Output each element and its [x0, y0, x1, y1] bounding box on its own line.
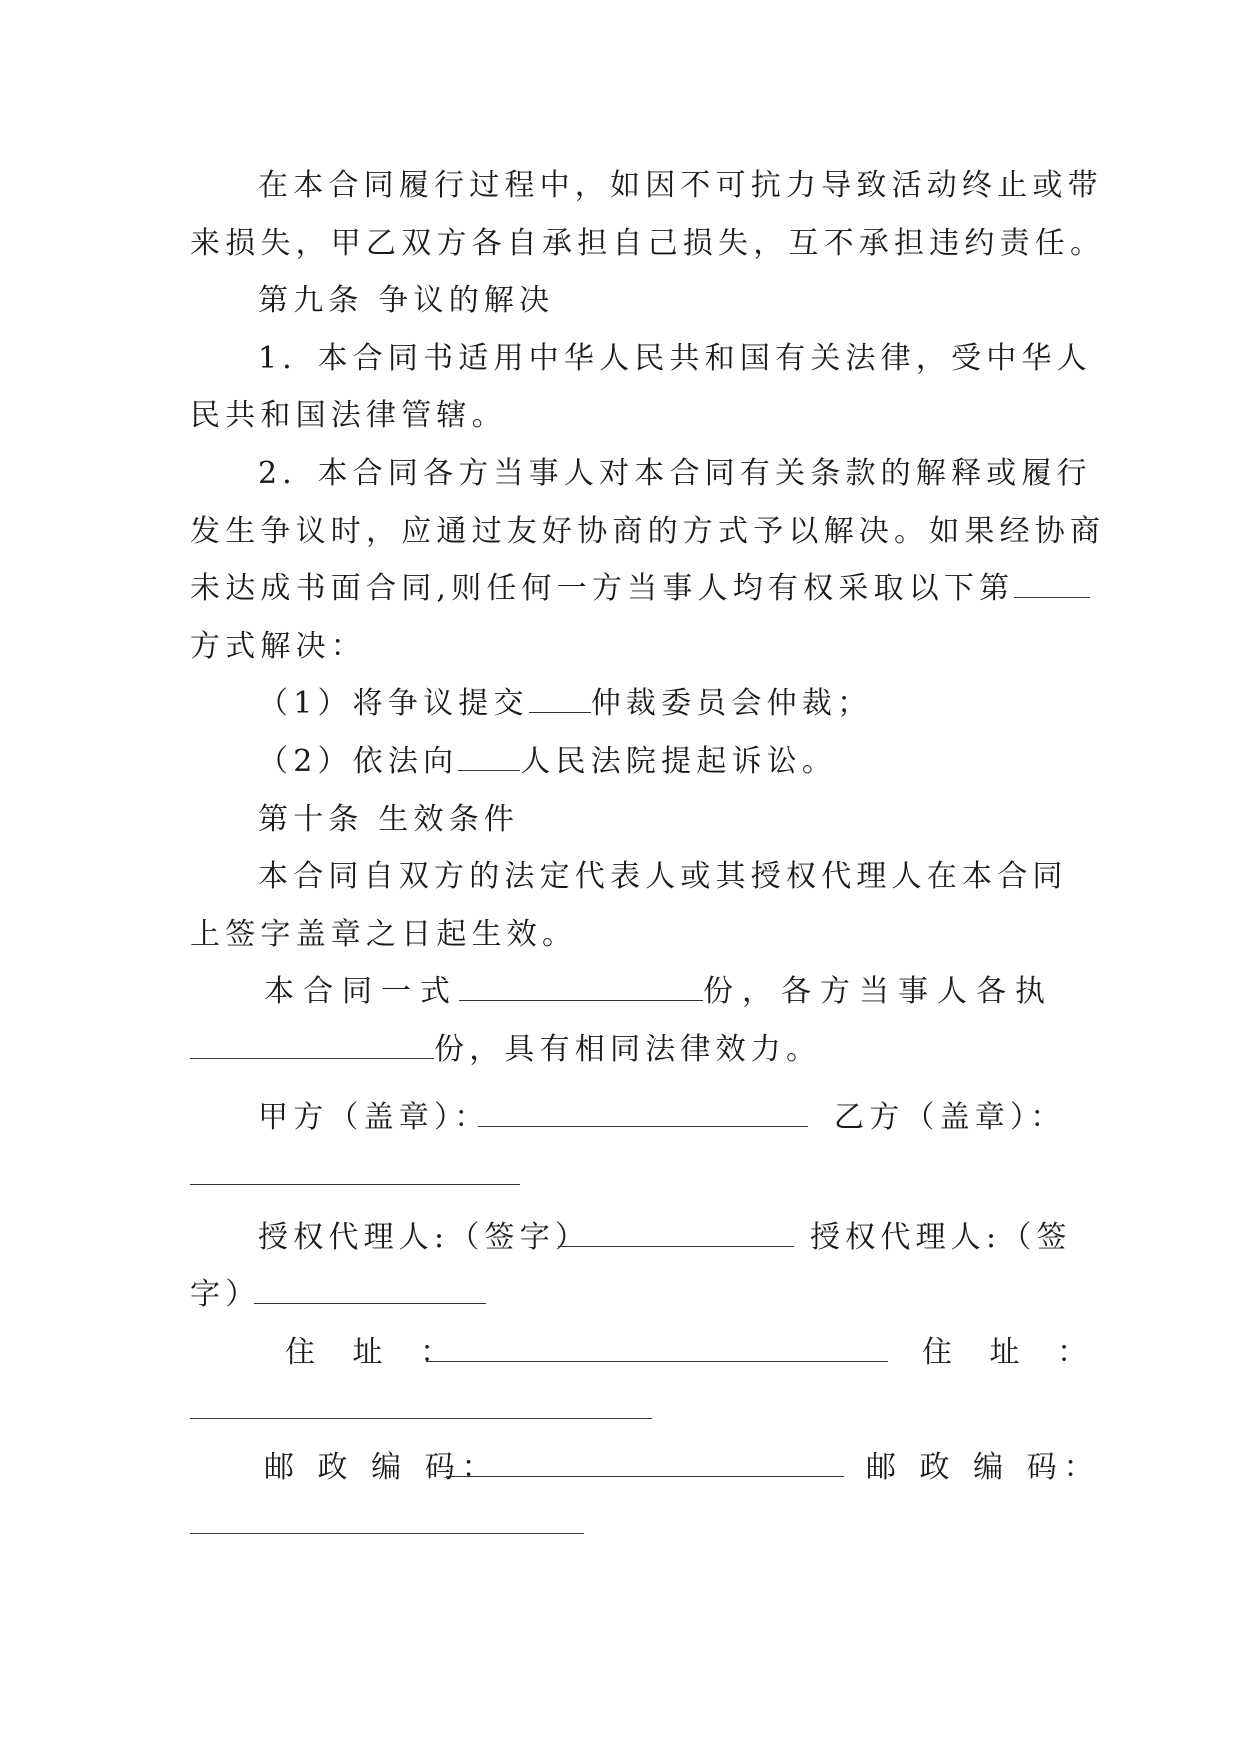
party-b-postcode-line — [190, 1533, 584, 1534]
force-majeure-line-1: 在本合同履行过程中，如因不可抗力导致活动终止或带 — [258, 168, 1103, 203]
effect-line-1: 本合同自双方的法定代表人或其授权代理人在本合同 — [258, 859, 1068, 894]
party-a-seal-line — [478, 1126, 808, 1127]
party-b-seal-line — [190, 1184, 520, 1185]
option-1-suffix: 仲裁委员会仲裁； — [590, 686, 873, 721]
option-1-line — [258, 684, 872, 724]
party-a-address-line — [426, 1361, 888, 1362]
party-a-postcode-label: 邮 政 编 码： — [264, 1450, 499, 1485]
party-b-agent-label-2: 字） — [190, 1277, 261, 1312]
option-2-prefix: （2）依法向 — [258, 744, 459, 779]
party-b-seal-label: 乙方（盖章）： — [834, 1100, 1066, 1135]
item-2-line-4: 方式解决： — [190, 629, 366, 664]
each-copies-blank — [190, 1030, 434, 1059]
party-b-postcode-label: 邮 政 编 码： — [866, 1450, 1101, 1485]
party-a-agent-label: 授权代理人:（签字） — [258, 1220, 591, 1255]
option-1-prefix: （1）将争议提交 — [258, 686, 529, 721]
article-9-title: 第九条 争议的解决 — [258, 283, 555, 318]
item-1-line-2: 民共和国法律管辖。 — [190, 398, 507, 433]
arbitration-commission-blank — [529, 684, 591, 713]
party-b-address-label: 住 址 ： — [922, 1335, 1102, 1370]
copies-line-1 — [264, 972, 1054, 1012]
court-blank — [458, 742, 520, 771]
item-1-line-1: 1．本合同书适用中华人民共和国有关法律，受中华人 — [258, 341, 1092, 376]
copies-line-2 — [190, 1030, 821, 1070]
item-2-line-2: 发生争议时，应通过友好协商的方式予以解决。如果经协商 — [190, 514, 1106, 549]
force-majeure-line-2: 来损失，甲乙双方各自承担自己损失，互不承担违约责任。 — [190, 226, 1106, 261]
party-b-agent-label-1: 授权代理人:（签 — [810, 1220, 1072, 1255]
copies-prefix: 本合同一式 — [264, 974, 459, 1009]
party-b-agent-line — [254, 1303, 486, 1304]
article-10-title: 第十条 生效条件 — [258, 802, 520, 837]
total-copies-blank — [459, 972, 703, 1001]
effect-line-2: 上签字盖章之日起生效。 — [190, 917, 578, 952]
party-a-address-label: 住 址 ： — [285, 1335, 465, 1370]
option-2-line — [258, 742, 837, 782]
party-a-agent-line — [558, 1246, 794, 1247]
item-2-line-3-text: 未达成书面合同,则任何一方当事人均有权采取以下第 — [190, 571, 1015, 606]
copies-suffix: 份，具有相同法律效力。 — [434, 1032, 822, 1067]
party-a-postcode-line — [446, 1476, 844, 1477]
dispute-option-blank — [1014, 569, 1090, 598]
item-2-line-1: 2．本合同各方当事人对本合同有关条款的解释或履行 — [258, 456, 1092, 491]
party-a-seal-label: 甲方（盖章）： — [258, 1100, 490, 1135]
item-2-line-3 — [190, 569, 1090, 609]
copies-middle: 份，各方当事人各执 — [703, 974, 1054, 1009]
party-b-address-line — [190, 1418, 652, 1419]
option-2-suffix: 人民法院提起诉讼。 — [520, 744, 838, 779]
